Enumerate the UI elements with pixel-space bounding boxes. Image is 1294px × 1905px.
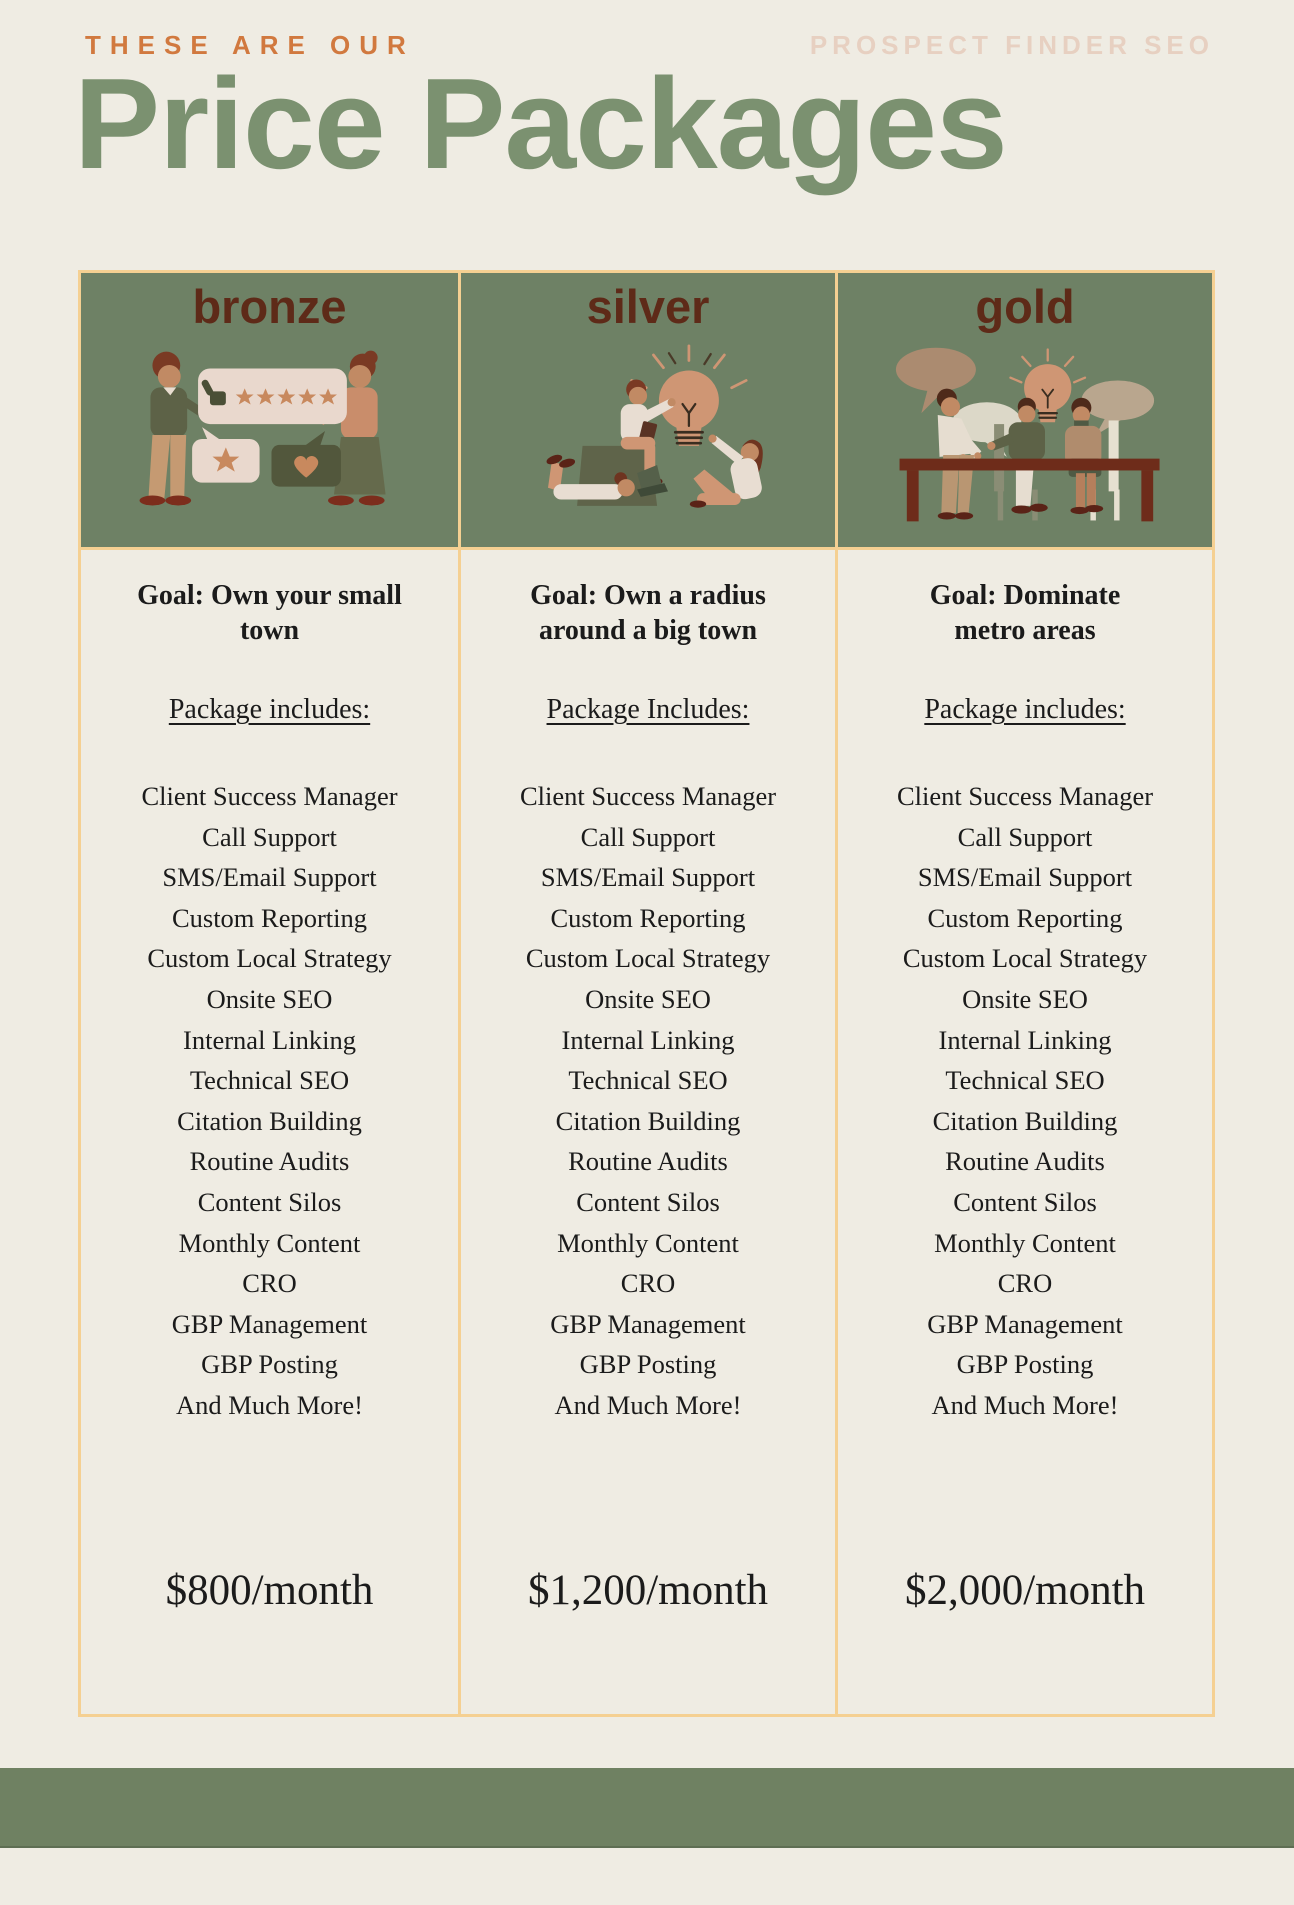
package-header (461, 273, 835, 550)
feature-item: SMS/Email Support (917, 862, 1133, 893)
feature-item: Onsite SEO (206, 983, 333, 1014)
eyebrow-text: THESE ARE OUR (85, 30, 415, 60)
feature-item: Client Success Manager (141, 781, 398, 811)
package-card (458, 273, 835, 1714)
feature-item: And Much More! (176, 1389, 363, 1420)
feature-item: GBP Management (927, 1308, 1123, 1339)
feature-item: Internal Linking (561, 1024, 735, 1055)
feature-item: Custom Local Strategy (525, 943, 771, 974)
feature-item: Content Silos (953, 1186, 1097, 1217)
feature-item: CRO (242, 1268, 297, 1299)
feature-item: Custom Local Strategy (147, 943, 392, 974)
package-feature-list (461, 776, 835, 1426)
package-card (835, 273, 1212, 1714)
package-price: $1,200/month (527, 1566, 769, 1614)
package-goal: Goal: Dominate metro areas (929, 580, 1121, 646)
feature-item: Technical SEO (945, 1065, 1105, 1096)
feature-item: Content Silos (576, 1186, 720, 1217)
feature-item: Monthly Content (557, 1227, 739, 1258)
package-name: bronze (192, 280, 347, 333)
package-header (838, 273, 1212, 550)
feature-item: GBP Posting (956, 1349, 1094, 1380)
package-includes-label: Package includes: (168, 694, 371, 725)
package-feature-list (838, 776, 1212, 1426)
package-header (81, 273, 458, 550)
package-body (81, 550, 458, 1714)
feature-item: GBP Posting (579, 1349, 717, 1380)
feature-item: Onsite SEO (962, 983, 1088, 1014)
brand-name: PROSPECT FINDER SEO (809, 30, 1214, 60)
feature-item: Call Support (202, 821, 337, 852)
feature-item: Call Support (957, 821, 1093, 852)
feature-item: Custom Reporting (171, 902, 368, 933)
team-meeting-illustration (838, 335, 1212, 535)
feature-item: GBP Management (171, 1308, 368, 1339)
package-illustration (461, 335, 835, 535)
feature-item: Citation Building (555, 1105, 741, 1136)
feature-item: GBP Posting (201, 1349, 338, 1380)
package-name: silver (586, 280, 710, 333)
feature-item: Routine Audits (568, 1146, 728, 1177)
feature-item: SMS/Email Support (540, 862, 756, 893)
feature-item: Citation Building (932, 1105, 1118, 1136)
package-grid (78, 270, 1215, 1717)
package-name: gold (975, 280, 1075, 333)
feature-item: Client Success Manager (896, 781, 1154, 811)
feature-item: And Much More! (554, 1389, 742, 1420)
package-feature-list (81, 776, 458, 1426)
package-illustration (838, 335, 1212, 535)
feature-item: Routine Audits (189, 1146, 350, 1177)
package-illustration (81, 335, 458, 535)
feature-item: GBP Management (550, 1308, 746, 1339)
package-goal: Goal: Own a radius around a big town (530, 580, 766, 646)
page-title: Price Packages (74, 52, 1007, 196)
team-idea-illustration (461, 335, 835, 535)
package-includes-label: Package includes: (924, 694, 1126, 725)
feature-item: Content Silos (197, 1186, 342, 1217)
feature-item: Monthly Content (934, 1227, 1116, 1258)
feature-item: Citation Building (177, 1105, 362, 1136)
package-goal: Goal: Own your small town (137, 580, 402, 646)
feature-item: Internal Linking (183, 1024, 356, 1055)
package-body (838, 550, 1212, 1714)
feature-item: SMS/Email Support (162, 862, 377, 893)
feature-item: Technical SEO (568, 1065, 728, 1096)
feature-item: Internal Linking (938, 1024, 1112, 1055)
package-body (461, 550, 835, 1714)
customer-reviews-illustration (81, 335, 458, 535)
feature-item: Custom Local Strategy (902, 943, 1148, 974)
feature-item: CRO (997, 1268, 1053, 1299)
package-price: $800/month (165, 1566, 374, 1614)
feature-item: Monthly Content (178, 1227, 361, 1258)
feature-item: Call Support (580, 821, 716, 852)
feature-item: And Much More! (931, 1389, 1119, 1420)
feature-item: Technical SEO (189, 1065, 350, 1096)
feature-item: Custom Reporting (550, 902, 746, 933)
feature-item: Client Success Manager (519, 781, 777, 811)
feature-item: Routine Audits (945, 1146, 1105, 1177)
footer-bar (0, 1768, 1294, 1848)
package-card (81, 273, 458, 1714)
feature-item: Onsite SEO (585, 983, 711, 1014)
feature-item: Custom Reporting (927, 902, 1123, 933)
feature-item: CRO (620, 1268, 676, 1299)
package-includes-label: Package Includes: (546, 694, 750, 725)
package-price: $2,000/month (904, 1566, 1146, 1614)
